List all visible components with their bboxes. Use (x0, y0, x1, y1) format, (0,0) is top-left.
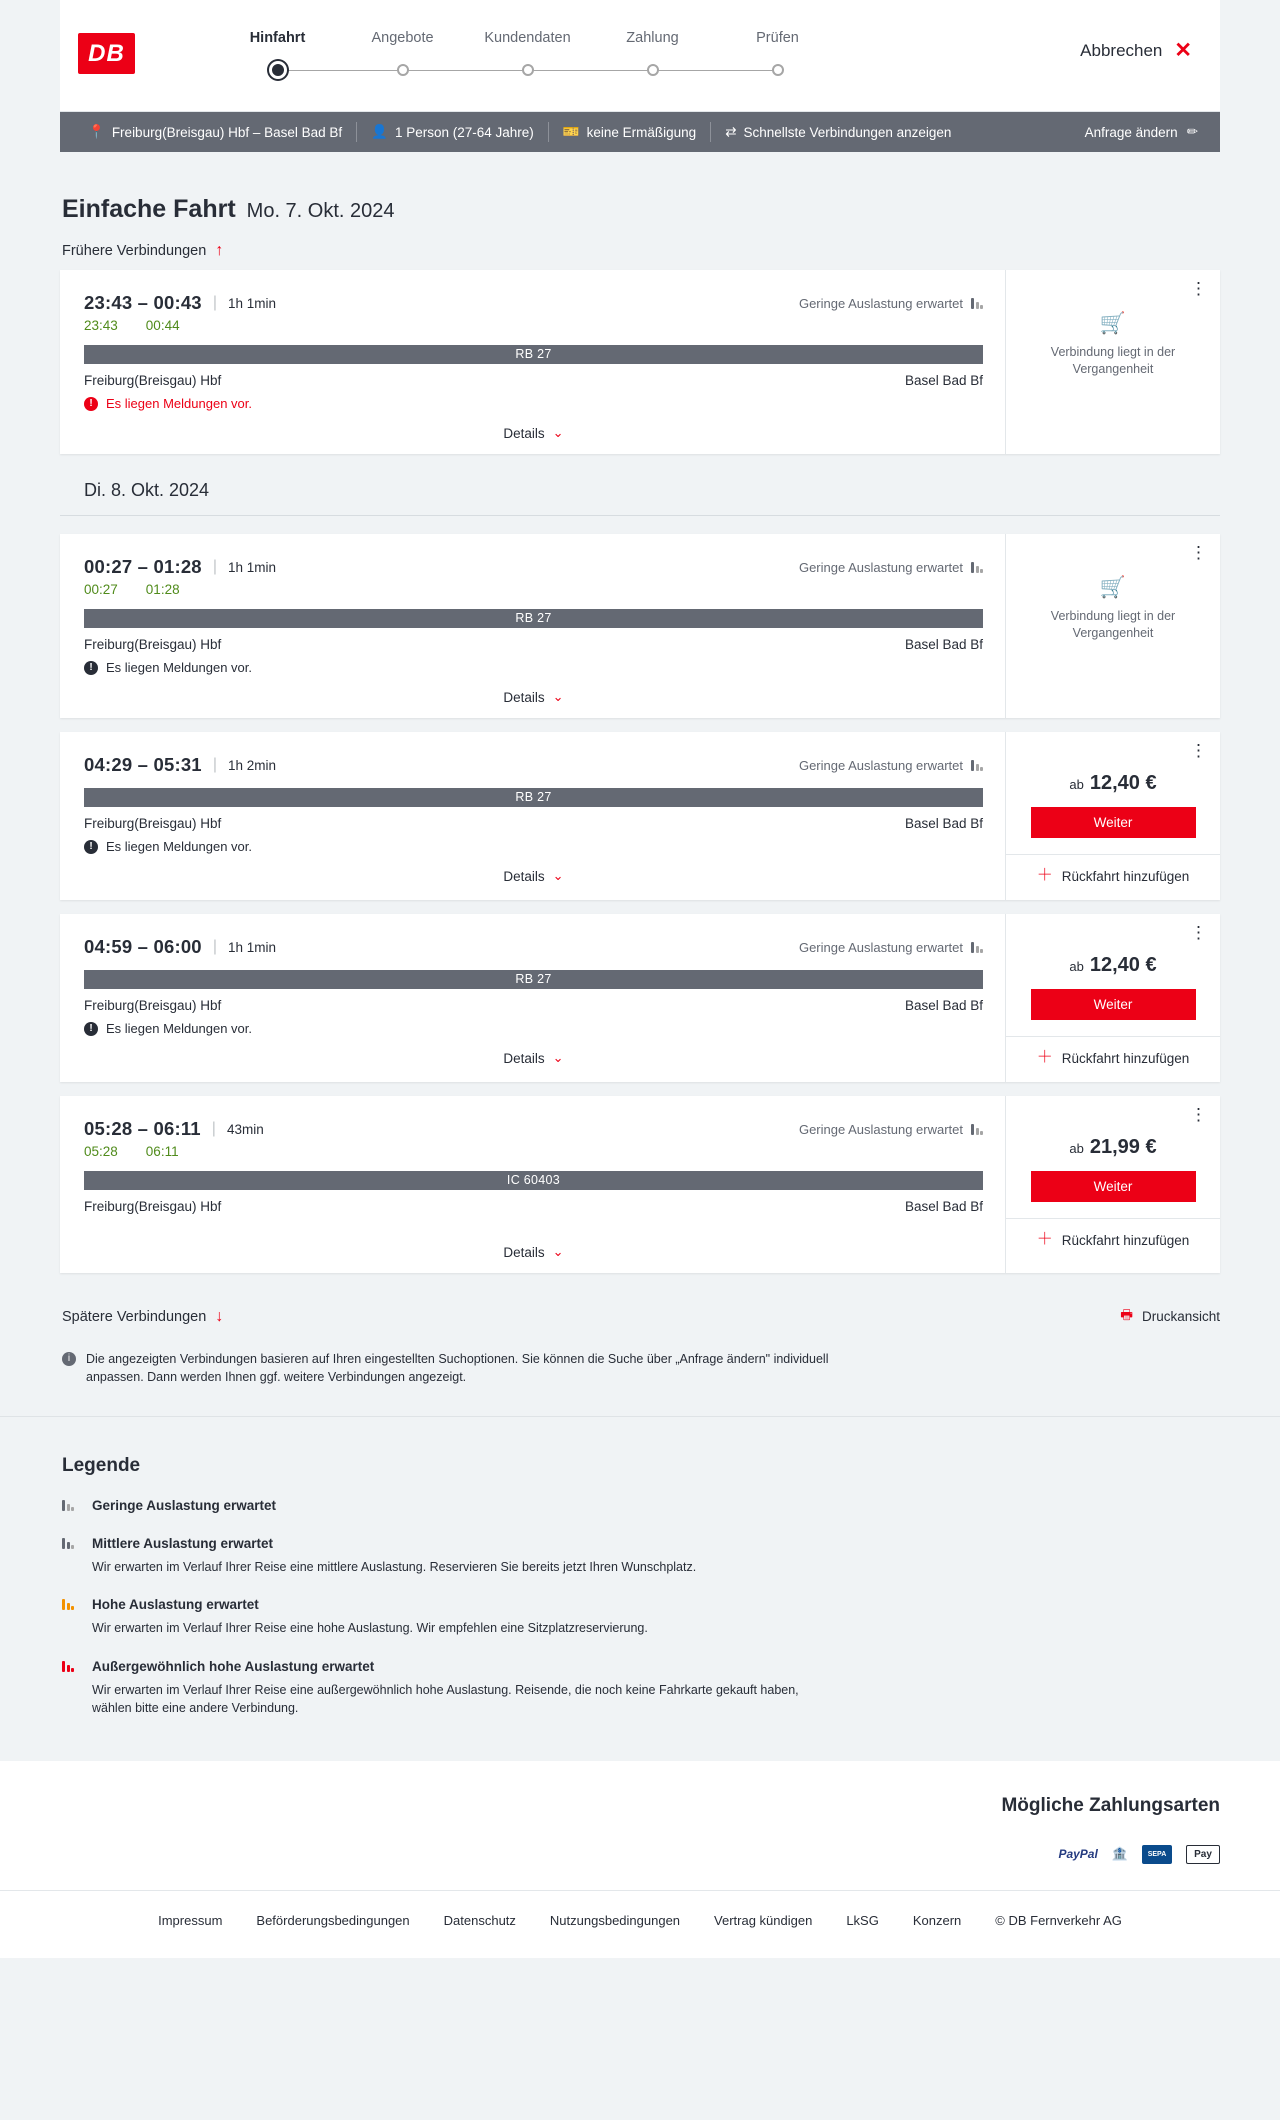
step-connector (653, 70, 778, 71)
trip-type: Einfache Fahrt (62, 195, 236, 223)
legend-text (92, 1596, 648, 1637)
stations-row (84, 637, 983, 652)
details-toggle[interactable] (84, 1036, 983, 1079)
past-connection-text: Verbindung liegt in der Vergangenheit (1050, 609, 1176, 640)
train-line-bar: RB 27 (84, 345, 983, 364)
step-kundendaten[interactable] (465, 30, 590, 83)
cancel-label: Abbrechen (1080, 40, 1163, 60)
edit-search-button[interactable] (1085, 125, 1206, 140)
giropay-icon: 🏦 (1111, 1846, 1128, 1862)
connection-times: 04:29 – 05:31 (84, 754, 202, 775)
person-icon: 👤 (371, 124, 388, 140)
past-connection-icon: 🛒 (1099, 576, 1127, 599)
connection-card[interactable] (60, 732, 1220, 900)
step-dot (647, 64, 659, 76)
legend-label: Geringe Auslastung erwartet (92, 1498, 277, 1514)
step-connector (528, 70, 653, 71)
page-title (60, 152, 1220, 224)
alert-icon: ! (84, 840, 98, 854)
plus-icon: ＋ (1036, 1231, 1053, 1248)
divider: | (212, 558, 217, 575)
connection-duration: 1h 1min (227, 559, 276, 575)
connection-details (60, 534, 1005, 718)
payment-methods-section (0, 1761, 1280, 1890)
chevron-down-icon: ⌄ (552, 1050, 564, 1065)
step-label: Kundendaten (484, 30, 571, 46)
station-to: Basel Bad Bf (904, 637, 983, 652)
step-label: Hinfahrt (249, 30, 306, 46)
passengers-label: 1 Person (27-64 Jahre) (394, 124, 534, 140)
stations-row (84, 998, 983, 1013)
realtime-departure: 00:27 (84, 582, 118, 597)
price-prefix: ab (1069, 959, 1084, 974)
details-label: Details (503, 1244, 545, 1260)
checkout-stepper (215, 30, 840, 83)
page-footer (0, 1890, 1280, 1958)
price-prefix: ab (1069, 1141, 1084, 1156)
continue-button[interactable]: Weiter (1031, 989, 1196, 1020)
later-label: Spätere Verbindungen (62, 1308, 207, 1325)
printer-icon: 🖶 (1120, 1307, 1133, 1322)
alert-icon: ! (84, 1022, 98, 1036)
details-toggle[interactable] (84, 675, 983, 718)
utilization-label: Geringe Auslastung erwartet (798, 559, 963, 575)
continue-button[interactable]: Weiter (1031, 807, 1196, 838)
connection-duration: 43min (226, 1121, 264, 1137)
train-line-bar: RB 27 (84, 788, 983, 807)
stations-row (84, 373, 983, 388)
connection-header (84, 936, 983, 958)
price-display (1069, 954, 1156, 977)
disruption-label: Es liegen Meldungen vor. (106, 660, 252, 675)
footer-link-befoerderungsbedingungen[interactable]: Beförderungsbedingungen (256, 1912, 410, 1928)
option-summary[interactable] (711, 125, 965, 140)
disruption-note[interactable] (84, 660, 983, 675)
disruption-label: Es liegen Meldungen vor. (106, 839, 252, 854)
add-return-label: Rückfahrt hinzufügen (1061, 868, 1190, 884)
step-pruefen[interactable] (715, 30, 840, 83)
pencil-icon: ✏ (1186, 124, 1198, 140)
utilization-bars-icon (971, 760, 983, 771)
discount-summary[interactable] (549, 125, 710, 140)
connection-action-panel (1005, 914, 1220, 1082)
option-label: Schnellste Verbindungen anzeigen (743, 124, 952, 140)
utilization-label: Geringe Auslastung erwartet (798, 1121, 963, 1137)
legend-text (92, 1497, 276, 1515)
legend-item-very-high (60, 1658, 1220, 1717)
details-toggle[interactable] (84, 411, 983, 454)
station-to: Basel Bad Bf (904, 373, 983, 388)
footer-links (60, 1913, 1220, 1928)
connection-details (60, 270, 1005, 454)
details-toggle[interactable] (84, 854, 983, 897)
disruption-note[interactable] (84, 396, 983, 411)
price-display (1069, 1136, 1156, 1159)
connection-times: 00:27 – 01:28 (84, 556, 202, 577)
station-from: Freiburg(Breisgau) Hbf (84, 1199, 222, 1214)
print-view-button[interactable] (1120, 1287, 1220, 1338)
utilization-bars-icon (971, 562, 983, 573)
add-return-trip-button[interactable] (1006, 854, 1220, 884)
paypal-icon: PayPal (1058, 1847, 1098, 1862)
station-from: Freiburg(Breisgau) Hbf (84, 637, 222, 652)
realtime-arrival: 01:28 (145, 582, 180, 597)
footer-copyright: © DB Fernverkehr AG (995, 1912, 1122, 1928)
step-hinfahrt[interactable] (215, 30, 340, 83)
connection-header (84, 556, 983, 578)
realtime-times (84, 318, 983, 333)
chevron-down-icon: ⌄ (552, 425, 564, 440)
legend-text (92, 1535, 696, 1576)
step-dot (522, 64, 534, 76)
discount-label: keine Ermäßigung (586, 124, 697, 140)
arrow-up-icon: ↑ (215, 242, 224, 259)
close-icon: ✕ (1174, 39, 1192, 62)
connection-card[interactable] (60, 270, 1220, 454)
footer-link-datenschutz[interactable]: Datenschutz (443, 1912, 516, 1928)
disruption-note[interactable] (84, 1021, 983, 1036)
connection-duration: 1h 2min (227, 757, 276, 773)
step-dot (272, 64, 284, 76)
divider: | (211, 1120, 216, 1137)
disruption-label: Es liegen Meldungen vor. (106, 1021, 252, 1036)
edit-search-label: Anfrage ändern (1084, 124, 1178, 140)
step-dot (397, 64, 409, 76)
realtime-times (84, 582, 983, 597)
more-options-icon[interactable]: ⋮ (1190, 543, 1208, 562)
more-options-icon[interactable]: ⋮ (1190, 741, 1208, 760)
stations-row (84, 816, 983, 831)
more-options-icon[interactable]: ⋮ (1190, 279, 1208, 298)
legend-section (0, 1416, 1280, 1761)
legend-item-medium (60, 1535, 1220, 1576)
utilization-indicator (799, 940, 983, 955)
utilization-label: Geringe Auslastung erwartet (798, 757, 963, 773)
add-return-trip-button[interactable] (1006, 1218, 1220, 1248)
connection-details (60, 1096, 1005, 1273)
footer-link-impressum[interactable]: Impressum (158, 1912, 223, 1928)
realtime-arrival: 06:11 (145, 1144, 179, 1159)
alert-icon: ! (84, 397, 98, 411)
details-label: Details (503, 1050, 545, 1066)
train-line-bar: RB 27 (84, 970, 983, 989)
connection-action-panel (1005, 732, 1220, 900)
route-label: Freiburg(Breisgau) Hbf – Basel Bad Bf (111, 124, 343, 140)
utilization-indicator (799, 1122, 983, 1137)
more-options-icon[interactable]: ⋮ (1190, 1105, 1208, 1124)
utilization-indicator (799, 560, 983, 575)
details-label: Details (503, 425, 545, 441)
details-label: Details (503, 689, 545, 705)
utilization-medium-icon (62, 1537, 78, 1549)
earlier-connections-button[interactable] (60, 224, 1220, 270)
price-value: 12,40 € (1089, 954, 1157, 976)
search-summary-bar (60, 112, 1220, 152)
station-to: Basel Bad Bf (904, 1199, 983, 1214)
search-info-note (60, 1338, 850, 1386)
plus-icon: ＋ (1036, 1049, 1053, 1066)
legend-label: Hohe Auslastung erwartet (92, 1597, 259, 1613)
disruption-note[interactable] (84, 839, 983, 854)
connection-card[interactable] (60, 534, 1220, 718)
step-dot (772, 64, 784, 76)
footer-link-lksg[interactable]: LkSG (846, 1912, 879, 1928)
details-toggle[interactable] (84, 1214, 983, 1273)
connection-duration: 1h 1min (227, 939, 276, 955)
results-bottom-bar (60, 1287, 1220, 1338)
connection-details (60, 914, 1005, 1082)
stations-row (84, 1199, 983, 1214)
add-return-label: Rückfahrt hinzufügen (1061, 1050, 1190, 1066)
connection-header (84, 1118, 983, 1140)
footer-link-konzern[interactable]: Konzern (912, 1912, 962, 1928)
chevron-down-icon: ⌄ (552, 1244, 564, 1259)
chevron-down-icon: ⌄ (552, 868, 564, 883)
connection-action-panel (1005, 270, 1220, 454)
connection-duration: 1h 1min (227, 295, 276, 311)
utilization-bars-icon (971, 1124, 983, 1135)
step-connector (403, 70, 528, 71)
utilization-very-high-icon (62, 1660, 78, 1672)
utilization-indicator (799, 296, 983, 311)
alert-icon: ! (84, 661, 98, 675)
step-label: Zahlung (626, 30, 679, 46)
utilization-high-icon (62, 1598, 78, 1610)
continue-button[interactable]: Weiter (1031, 1171, 1196, 1202)
connection-header (84, 754, 983, 776)
footer-link-nutzungsbedingungen[interactable]: Nutzungsbedingungen (549, 1912, 681, 1928)
price-prefix: ab (1069, 777, 1084, 792)
utilization-low-icon (62, 1499, 78, 1511)
legend-item-low (60, 1497, 1220, 1515)
info-note-text: Die angezeigten Verbindungen basieren auf Ihren eingestellten Suchoptionen. Sie können die Suche über „Anfrage ändern" individuell anpassen. Dann werden Ihnen ggf. weitere Verbindungen angezeigt. (86, 1352, 829, 1385)
legend-text (92, 1658, 832, 1717)
connection-times: 23:43 – 00:43 (84, 292, 202, 313)
details-label: Details (503, 868, 545, 884)
sepa-icon: SEPA (1142, 1845, 1172, 1864)
chevron-down-icon: ⌄ (552, 689, 564, 704)
legend-description: Wir erwarten im Verlauf Ihrer Reise eine mittlere Auslastung. Reservieren Sie bereits jetzt Ihren Wunschplatz. (92, 1560, 697, 1575)
step-label: Prüfen (756, 30, 799, 46)
price-display (1069, 772, 1156, 795)
train-line-bar: IC 60403 (84, 1171, 983, 1190)
arrow-down-icon: ↓ (215, 1307, 224, 1325)
legend-label: Mittlere Auslastung erwartet (92, 1536, 274, 1552)
realtime-times (84, 1144, 983, 1159)
more-options-icon[interactable]: ⋮ (1190, 923, 1208, 942)
connection-action-panel (1005, 1096, 1220, 1273)
realtime-arrival: 00:44 (145, 318, 180, 333)
info-icon: i (62, 1352, 76, 1366)
footer-link-vertrag-kuendigen[interactable]: Vertrag kündigen (714, 1912, 813, 1928)
connection-times: 04:59 – 06:00 (84, 936, 202, 957)
connection-card[interactable] (60, 914, 1220, 1082)
utilization-label: Geringe Auslastung erwartet (798, 295, 963, 311)
station-to: Basel Bad Bf (904, 816, 983, 831)
step-label: Angebote (371, 30, 434, 46)
price-value: 12,40 € (1089, 772, 1157, 794)
realtime-departure: 23:43 (84, 318, 118, 333)
legend-description: Wir erwarten im Verlauf Ihrer Reise eine hohe Auslastung. Wir empfehlen eine Sitzplatzreservierung. (92, 1621, 648, 1636)
legend-item-high (60, 1596, 1220, 1637)
location-pin-icon: 📍 (88, 124, 105, 140)
station-from: Freiburg(Breisgau) Hbf (84, 816, 222, 831)
connection-card[interactable] (60, 1096, 1220, 1273)
payment-title: Mögliche Zahlungsarten (1001, 1794, 1220, 1816)
passengers-summary[interactable] (357, 125, 548, 140)
app-header (60, 0, 1220, 112)
divider: | (212, 756, 217, 773)
station-to: Basel Bad Bf (904, 998, 983, 1013)
connection-action-panel (1005, 534, 1220, 718)
utilization-indicator (799, 758, 983, 773)
connection-times: 05:28 – 06:11 (84, 1118, 201, 1139)
legend-label: Außergewöhnlich hohe Auslastung erwartet (92, 1658, 375, 1674)
divider: | (212, 294, 217, 311)
apple-pay-icon: Pay (1186, 1845, 1220, 1864)
db-logo[interactable]: DB (78, 33, 135, 74)
utilization-bars-icon (971, 298, 983, 309)
disruption-label: Es liegen Meldungen vor. (106, 396, 252, 411)
train-line-bar: RB 27 (84, 609, 983, 628)
connection-header (84, 292, 983, 314)
payment-icons (60, 1845, 1220, 1864)
cancel-button[interactable] (1080, 40, 1192, 61)
bahncard-icon: 🎫 (562, 124, 580, 140)
connection-details (60, 732, 1005, 900)
later-connections-button[interactable] (60, 1290, 223, 1336)
route-summary[interactable] (74, 125, 356, 140)
legend-title: Legende (62, 1455, 141, 1477)
print-label: Druckansicht (1141, 1309, 1220, 1324)
add-return-trip-button[interactable] (1006, 1036, 1220, 1066)
legend-description: Wir erwarten im Verlauf Ihrer Reise eine außergewöhnlich hohe Auslastung. Reisende, die noch keine Fahrkarte gekauft haben, wählen bitte eine andere Verbindung. (92, 1682, 799, 1715)
past-connection-icon: 🛒 (1099, 312, 1127, 335)
price-value: 21,99 € (1089, 1136, 1157, 1158)
trip-date: Mo. 7. Okt. 2024 (246, 200, 395, 222)
add-return-label: Rückfahrt hinzufügen (1061, 1232, 1190, 1248)
utilization-bars-icon (971, 942, 983, 953)
realtime-departure: 05:28 (84, 1144, 118, 1159)
divider: | (212, 938, 217, 955)
station-from: Freiburg(Breisgau) Hbf (84, 373, 222, 388)
step-connector (278, 70, 403, 71)
day-separator: Di. 8. Okt. 2024 (60, 480, 1220, 516)
step-zahlung[interactable] (590, 30, 715, 83)
step-angebote[interactable] (340, 30, 465, 83)
station-from: Freiburg(Breisgau) Hbf (84, 998, 222, 1013)
past-connection-text: Verbindung liegt in der Vergangenheit (1050, 345, 1176, 376)
plus-icon: ＋ (1036, 867, 1053, 884)
swap-arrows-icon: ⇄ (725, 124, 737, 140)
results-main (0, 152, 1280, 1416)
earlier-label: Frühere Verbindungen (62, 243, 207, 259)
utilization-label: Geringe Auslastung erwartet (798, 939, 963, 955)
